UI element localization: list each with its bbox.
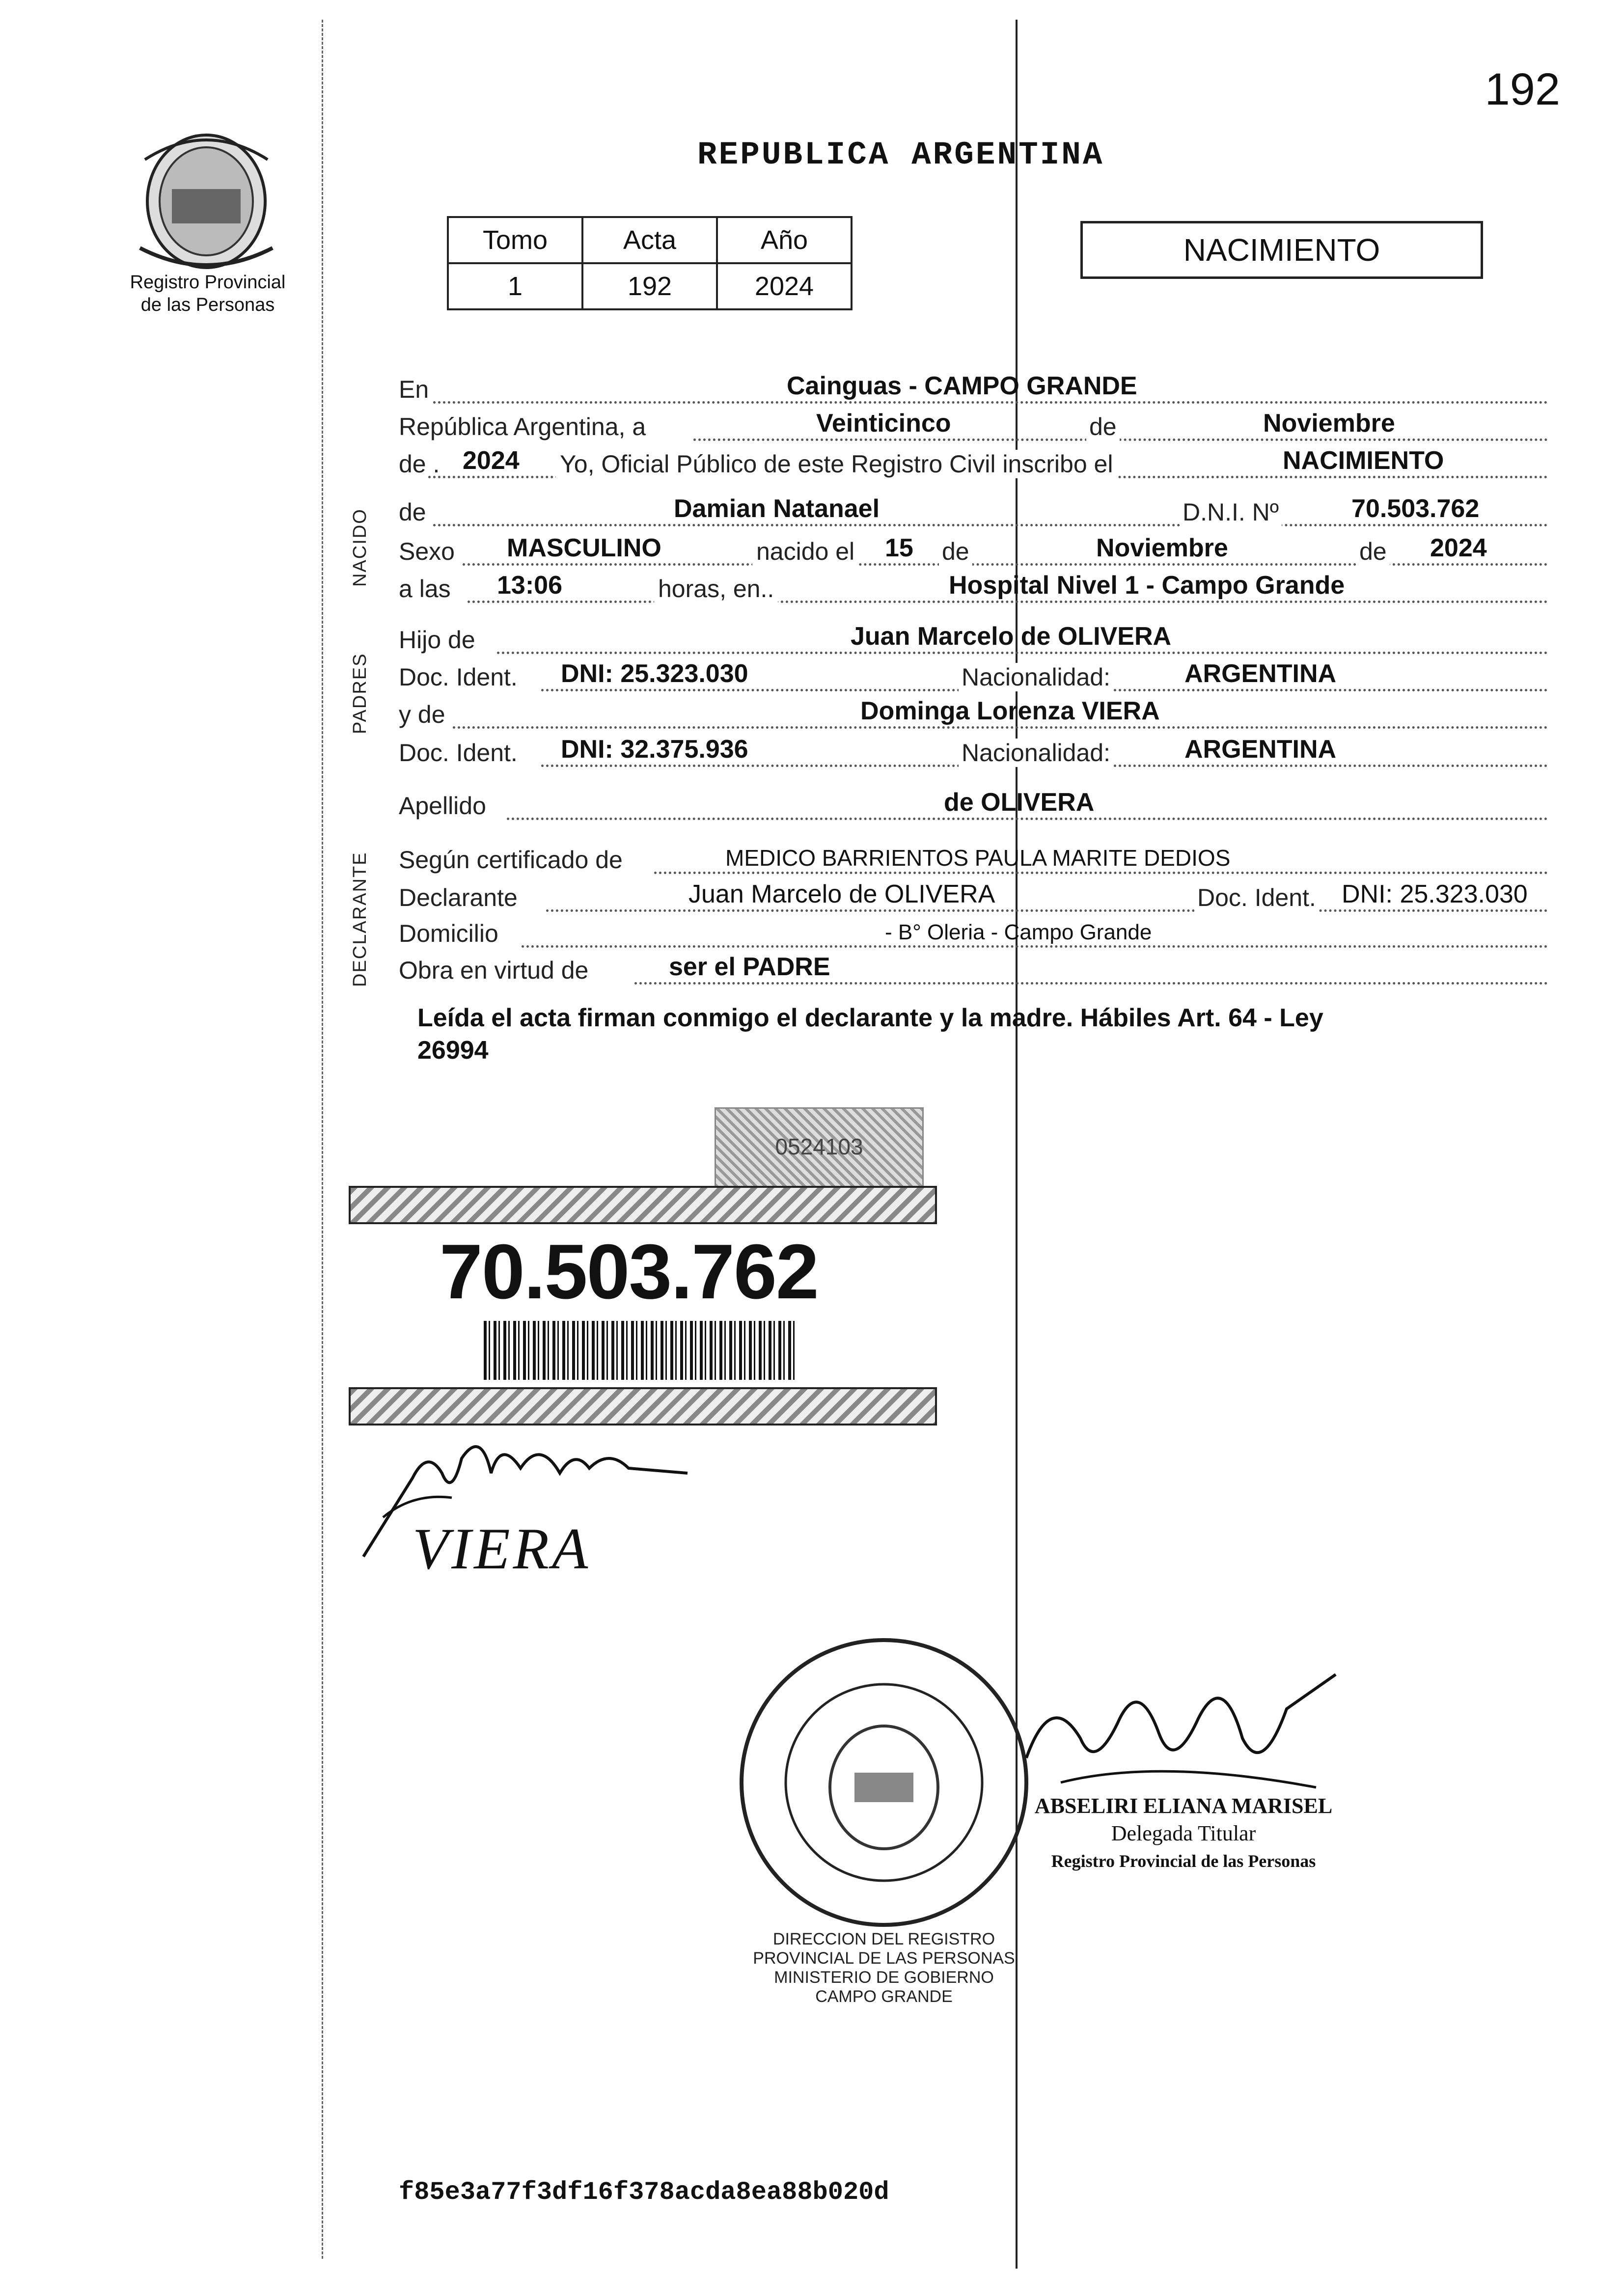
table-value-tomo: 1 [448,263,582,309]
side-label-padres: PADRES [350,653,370,734]
signature-official-icon [1012,1660,1355,1807]
dotted-line [468,601,1548,603]
dotted-line [522,945,1548,948]
value-padre: Juan Marcelo de OLIVERA [851,622,1172,651]
row-fecha-inscripcion [399,411,1548,445]
security-stamp-code: 0524103 [775,1134,863,1159]
value-anio-nacimiento: 2024 [1430,534,1487,562]
table-header-acta: Acta [582,217,717,263]
barcode-number: 70.503.762 [440,1229,818,1315]
label-nacionalidad: Nacionalidad: [959,663,1113,691]
value-dia-nacimiento: 15 [885,534,913,562]
value-mes-inscripcion: Noviembre [1263,409,1395,438]
dotted-line [654,872,1548,874]
row-padre-doc [399,661,1548,695]
logo-caption-line-1: Registro Provincial [130,272,286,293]
value-nombre: Damian Natanael [674,494,880,523]
official-name: ABSELIRI ELIANA MARISEL [1034,1794,1333,1818]
label-de: de [1086,412,1120,441]
table-header-tomo: Tomo [448,217,582,263]
dotted-line [453,726,1548,729]
value-apellido: de OLIVERA [944,788,1095,817]
label-de-mes: de [939,537,972,566]
row-domicilio [399,917,1548,952]
value-declarante-doc: DNI: 25.323.030 [1342,880,1528,908]
row-lugar [399,373,1548,408]
label-a-las: a las [399,575,451,603]
dotted-line [546,909,1548,912]
label-sexo: Sexo [399,538,455,565]
label-segun-certificado: Según certificado de [399,846,623,874]
registry-seal-icon [732,1630,1036,1935]
reference-table [447,216,853,310]
value-certificado: MEDICO BARRIENTOS PAULA MARITE DEDIOS [725,845,1231,871]
dotted-line [497,652,1548,654]
dotted-line [507,818,1548,820]
page-title: REPUBLICA ARGENTINA [697,137,1104,173]
label-apellido: Apellido [399,792,486,820]
label-nacido-el: nacido el [752,537,858,566]
row-certificado [399,844,1548,878]
label-en: En [399,376,429,403]
seal-inner-text: MINISTERIO DE GOBIERNO [774,1968,994,1987]
side-label-declarante: DECLARANTE [350,851,370,987]
value-lugar: Cainguas - CAMPO GRANDE [787,372,1137,400]
reference-table-header-row [448,217,852,263]
row-declarante [399,881,1548,916]
value-hora: 13:06 [497,571,562,600]
official-office: Registro Provincial de las Personas [1051,1851,1316,1871]
value-madre-nacionalidad: ARGENTINA [1184,735,1337,764]
closing-text-line-1: Leída el acta firman conmigo el declarante y la madre. Hábiles Art. 64 - Ley [417,1004,1323,1032]
security-stamp [715,1107,924,1189]
official-stamp [1031,1792,1336,1875]
dotted-line [693,439,1548,441]
logo-caption [127,271,289,316]
seal-outer-text: DIRECCION DEL REGISTRO PROVINCIAL DE LAS PERSONAS [753,1930,1015,1968]
table-header-anio: Año [717,217,852,263]
dotted-line [433,401,1548,404]
closing-text-line-2: 26994 [417,1036,489,1065]
label-doc-ident-declarante: Doc. Ident. [1194,883,1319,912]
label-obra-en-virtud: Obra en virtud de [399,957,589,984]
label-nacionalidad-madre: Nacionalidad: [959,739,1113,767]
row-padre [399,624,1548,658]
label-horas-en: horas, en.. [654,575,778,603]
side-label-nacido: NACIDO [350,508,370,587]
value-sexo: MASCULINO [507,534,661,562]
value-madre-doc: DNI: 32.375.936 [561,735,748,764]
value-dni-nacido: 70.503.762 [1351,494,1480,523]
province-logo [125,125,287,277]
table-value-anio: 2024 [717,263,852,309]
row-hora [399,573,1548,607]
value-domicilio: - B° Oleria - Campo Grande [885,920,1152,944]
left-margin-line [322,20,323,2259]
row-oficial [399,448,1548,482]
seal-bottom-text: CAMPO GRANDE [815,1987,953,2006]
coat-of-arms-icon [125,125,287,277]
label-de-prefix: de . [399,450,440,478]
value-dia-inscripcion: Veinticinco [816,409,951,438]
label-declarante: Declarante [399,884,518,911]
page-number: 192 [1485,64,1560,114]
value-anio-inscripcion: 2024 [463,446,520,475]
row-sexo [399,535,1548,570]
row-madre [399,698,1548,733]
row-madre-doc [399,737,1548,771]
label-doc-ident: Doc. Ident. [399,663,518,691]
logo-caption-line-2: de las Personas [140,295,275,315]
row-obra-en-virtud [399,954,1548,988]
table-value-acta: 192 [582,263,717,309]
row-apellido [399,790,1548,824]
value-padre-doc: DNI: 25.323.030 [561,659,748,688]
label-y-de: y de [399,701,445,728]
barcode-icon [484,1321,798,1380]
value-madre: Dominga Lorenza VIERA [860,697,1160,725]
value-tipo-inscripcion: NACIMIENTO [1283,446,1444,475]
label-republica: República Argentina, a [399,413,646,440]
dotted-line [634,982,1548,985]
value-lugar-nacimiento: Hospital Nivel 1 - Campo Grande [949,571,1345,600]
document-hash: f85e3a77f3df16f378acda8ea88b020d [399,2178,889,2207]
dotted-line [433,524,1548,526]
value-declarante: Juan Marcelo de OLIVERA [688,880,995,908]
label-de-nombre: de [399,498,426,526]
record-type-box: NACIMIENTO [1080,221,1483,279]
value-mes-nacimiento: Noviembre [1096,534,1228,562]
official-title: Delegada Titular [1111,1821,1256,1845]
handwritten-name: VIERA [413,1516,591,1581]
row-nombre [399,496,1548,530]
value-obra-en-virtud: ser el PADRE [669,953,830,981]
closing-text [417,1002,1537,1067]
label-de-anio: de [1356,537,1390,566]
value-padre-nacionalidad: ARGENTINA [1184,659,1337,688]
seal-text [732,1930,1036,2006]
label-domicilio: Domicilio [399,920,498,947]
label-hijo-de: Hijo de [399,626,475,654]
label-doc-ident-madre: Doc. Ident. [399,739,518,767]
security-band-top [349,1186,937,1224]
label-yo-oficial: Yo, Oficial Público de este Registro Civil inscribo el [556,450,1117,478]
reference-table-value-row [448,263,852,309]
label-dni: D.N.I. Nº [1180,498,1282,526]
